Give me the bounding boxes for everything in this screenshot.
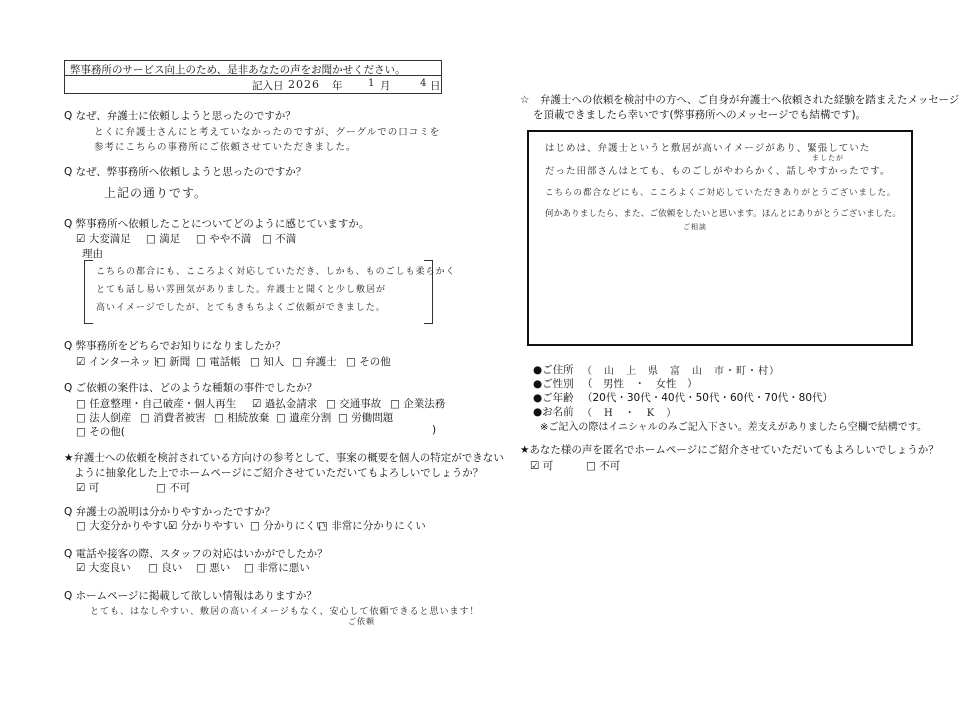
q2-answer: 上記の通りです。 (104, 186, 208, 200)
q5-option-inheritance-renounce[interactable]: □ 相続放棄 (214, 412, 270, 424)
q5-option-labor[interactable]: □ 労働問題 (338, 412, 394, 424)
message-intro-line2: を頂載できましたら幸いです(弊事務所へのメッセージでも結構です)。 (533, 109, 867, 121)
q3-reason-line2: とても話し易い雰囲気がありました。弁護士と聞くと少し敷居が (96, 285, 387, 295)
q3-reason-line3: 高いイメージでしたが、とてもきもちよくご依頼ができました。 (96, 303, 386, 313)
q7-option-very-clear[interactable]: □ 大変分かりやすい (76, 520, 174, 532)
consent-option-no[interactable]: □ 不可 (586, 460, 621, 472)
q5-option-debt[interactable]: □ 任意整理・自己破産・個人再生 (76, 398, 237, 410)
q3-option-dissatisfied[interactable]: □ 不満 (262, 233, 297, 245)
year-unit: 年 (332, 80, 343, 92)
q5-option-other[interactable]: □ その他( (76, 426, 125, 438)
q3-option-somewhat-dissatisfied[interactable]: □ やや不満 (196, 233, 252, 245)
message-note1: ましたが (812, 154, 844, 162)
q8-option-bad[interactable]: □ 悪い (196, 562, 231, 574)
date-year: 2026 (288, 78, 320, 91)
q8-option-good[interactable]: □ 良い (148, 562, 183, 574)
q4-question: Q 弊事務所をどちらでお知りになりましたか？ (64, 340, 286, 352)
q6-option-no[interactable]: □ 不可 (156, 482, 191, 494)
q7-option-clear[interactable]: ☑ 分かりやすい (168, 520, 244, 532)
q3-reason-label: 理由 (82, 248, 103, 260)
q8-option-very-good[interactable]: ☑ 大変良い (76, 562, 131, 574)
q5-other-close: ) (432, 424, 437, 436)
month-unit: 月 (380, 80, 391, 92)
q4-option-acquaintance[interactable]: □ 知人 (250, 356, 285, 368)
q9-answer: とても、はなしやすい、敷居の高いイメージもなく、安心して依頼できると思います！ (90, 607, 480, 617)
message-line1: はじめは、弁護士というと敷居が高いイメージがあり、緊張していた (545, 143, 871, 154)
address-label: ●ご住所 (533, 364, 574, 376)
q6-option-yes[interactable]: ☑ 可 (76, 482, 100, 494)
name-value: （ H ・ K ） (582, 408, 678, 419)
q6-question-line1: ★弁護士への依頼を検討されている方向けの参考として、事案の概要を個人の特定ができない (64, 452, 504, 464)
consent-question: ★あなた様の声を匿名でホームページにご紹介させていただいてもよろしいでしょうか？ (520, 444, 939, 456)
address-value: （ 山 上 県 富 山 市・町・村） (582, 366, 780, 377)
q3-option-satisfied[interactable]: □ 満足 (146, 233, 181, 245)
q5-option-traffic[interactable]: □ 交通事故 (326, 398, 382, 410)
q3-option-very-satisfied[interactable]: ☑ 大変満足 (76, 233, 131, 245)
q1-answer-line1: とくに弁護士さんにと考えていなかったのですが、グーグルでの口コミを (94, 127, 441, 138)
reason-bracket-left (84, 260, 93, 324)
q5-option-corporate[interactable]: □ 企業法務 (390, 398, 446, 410)
q7-question: Q 弁護士の説明は分かりやすかったですか？ (64, 506, 276, 518)
q9-question: Q ホームページに掲載して欲しい情報はありますか？ (64, 590, 317, 602)
day-unit: 日 (430, 80, 441, 92)
q8-question: Q 電話や接客の際、スタッフの対応はいかがでしたか？ (64, 548, 328, 560)
message-note2: ご相談 (683, 223, 707, 231)
date-label: 記入日 (252, 80, 284, 92)
q2-question: Q なぜ、弊事務所へ依頼しようと思ったのですか？ (64, 166, 307, 178)
age-value: （20代・30代・40代・50代・60代・70代・80代） (582, 392, 834, 404)
q4-option-newspaper[interactable]: □ 新聞 (156, 356, 191, 368)
gender-value: （ 男性 ・ 女性 ） (582, 378, 698, 390)
q6-question-line2: ように抽象化した上でホームページにご紹介させていただいてもよろしいでしょうか？ (74, 467, 484, 479)
q4-option-lawyer[interactable]: □ 弁護士 (292, 356, 337, 368)
q7-option-very-unclear[interactable]: □ 非常に分かりにくい (318, 520, 426, 532)
survey-intro: 弊事務所のサービス向上のため、是非あなたの声をお聞かせください。 (70, 64, 406, 76)
q1-answer-line2: 参考にこちらの事務所にご依頼させていただきました。 (94, 142, 357, 153)
q4-option-internet[interactable]: ☑ インターネット (76, 356, 162, 368)
name-label: ●お名前 (533, 406, 574, 418)
message-intro-line1: ☆ 弁護士への依頼を検討中の方へ、ご自身が弁護士へ依頼された経験を踏まえたメッセージ (520, 94, 960, 106)
age-label: ●ご年齢 (533, 392, 574, 404)
q3-reason-line1: こちらの都合にも、こころよく対応していただき、しかも、ものごしも柔らかく (96, 267, 456, 277)
q5-option-consumer[interactable]: □ 消費者被害 (140, 412, 206, 424)
date-month: 1 (368, 78, 376, 89)
q4-option-phonebook[interactable]: □ 電話帳 (196, 356, 241, 368)
gender-label: ●ご性別 (533, 378, 574, 390)
q5-option-bankruptcy[interactable]: □ 法人倒産 (76, 412, 132, 424)
q5-option-estate-division[interactable]: □ 遺産分割 (276, 412, 332, 424)
message-line4: 何かありましたら、また、ご依頼をしたいと思います。ほんとにありがとうございました。 (545, 209, 902, 219)
message-line3: こちらの都合などにも、こころよくご対応していただきありがとうございました。 (545, 188, 897, 198)
q7-option-unclear[interactable]: □ 分かりにくい (250, 520, 327, 532)
name-note: ※ご記入の際はイニシャルのみご記入下さい。差支えがありましたら空欄で結構です。 (540, 422, 927, 433)
q1-question: Q なぜ、弁護士に依頼しようと思ったのですか？ (64, 110, 296, 122)
date-day: 4 (420, 78, 428, 89)
q8-option-very-bad[interactable]: □ 非常に悪い (244, 562, 310, 574)
q4-option-other[interactable]: □ その他 (346, 356, 391, 368)
q5-question: Q ご依頼の案件は、どのような種類の事件でしたか？ (64, 382, 318, 394)
q5-option-overpayment[interactable]: ☑ 過払金請求 (252, 398, 318, 410)
consent-option-yes[interactable]: ☑ 可 (530, 460, 554, 472)
q9-correction: ご依頼 (348, 617, 375, 626)
message-line2: だった田部さんはとても、ものごしがやわらかく、話しやすかったです。 (545, 166, 891, 177)
q3-question: Q 弊事務所へ依頼したことについてどのように感じていますか。 (64, 218, 370, 230)
